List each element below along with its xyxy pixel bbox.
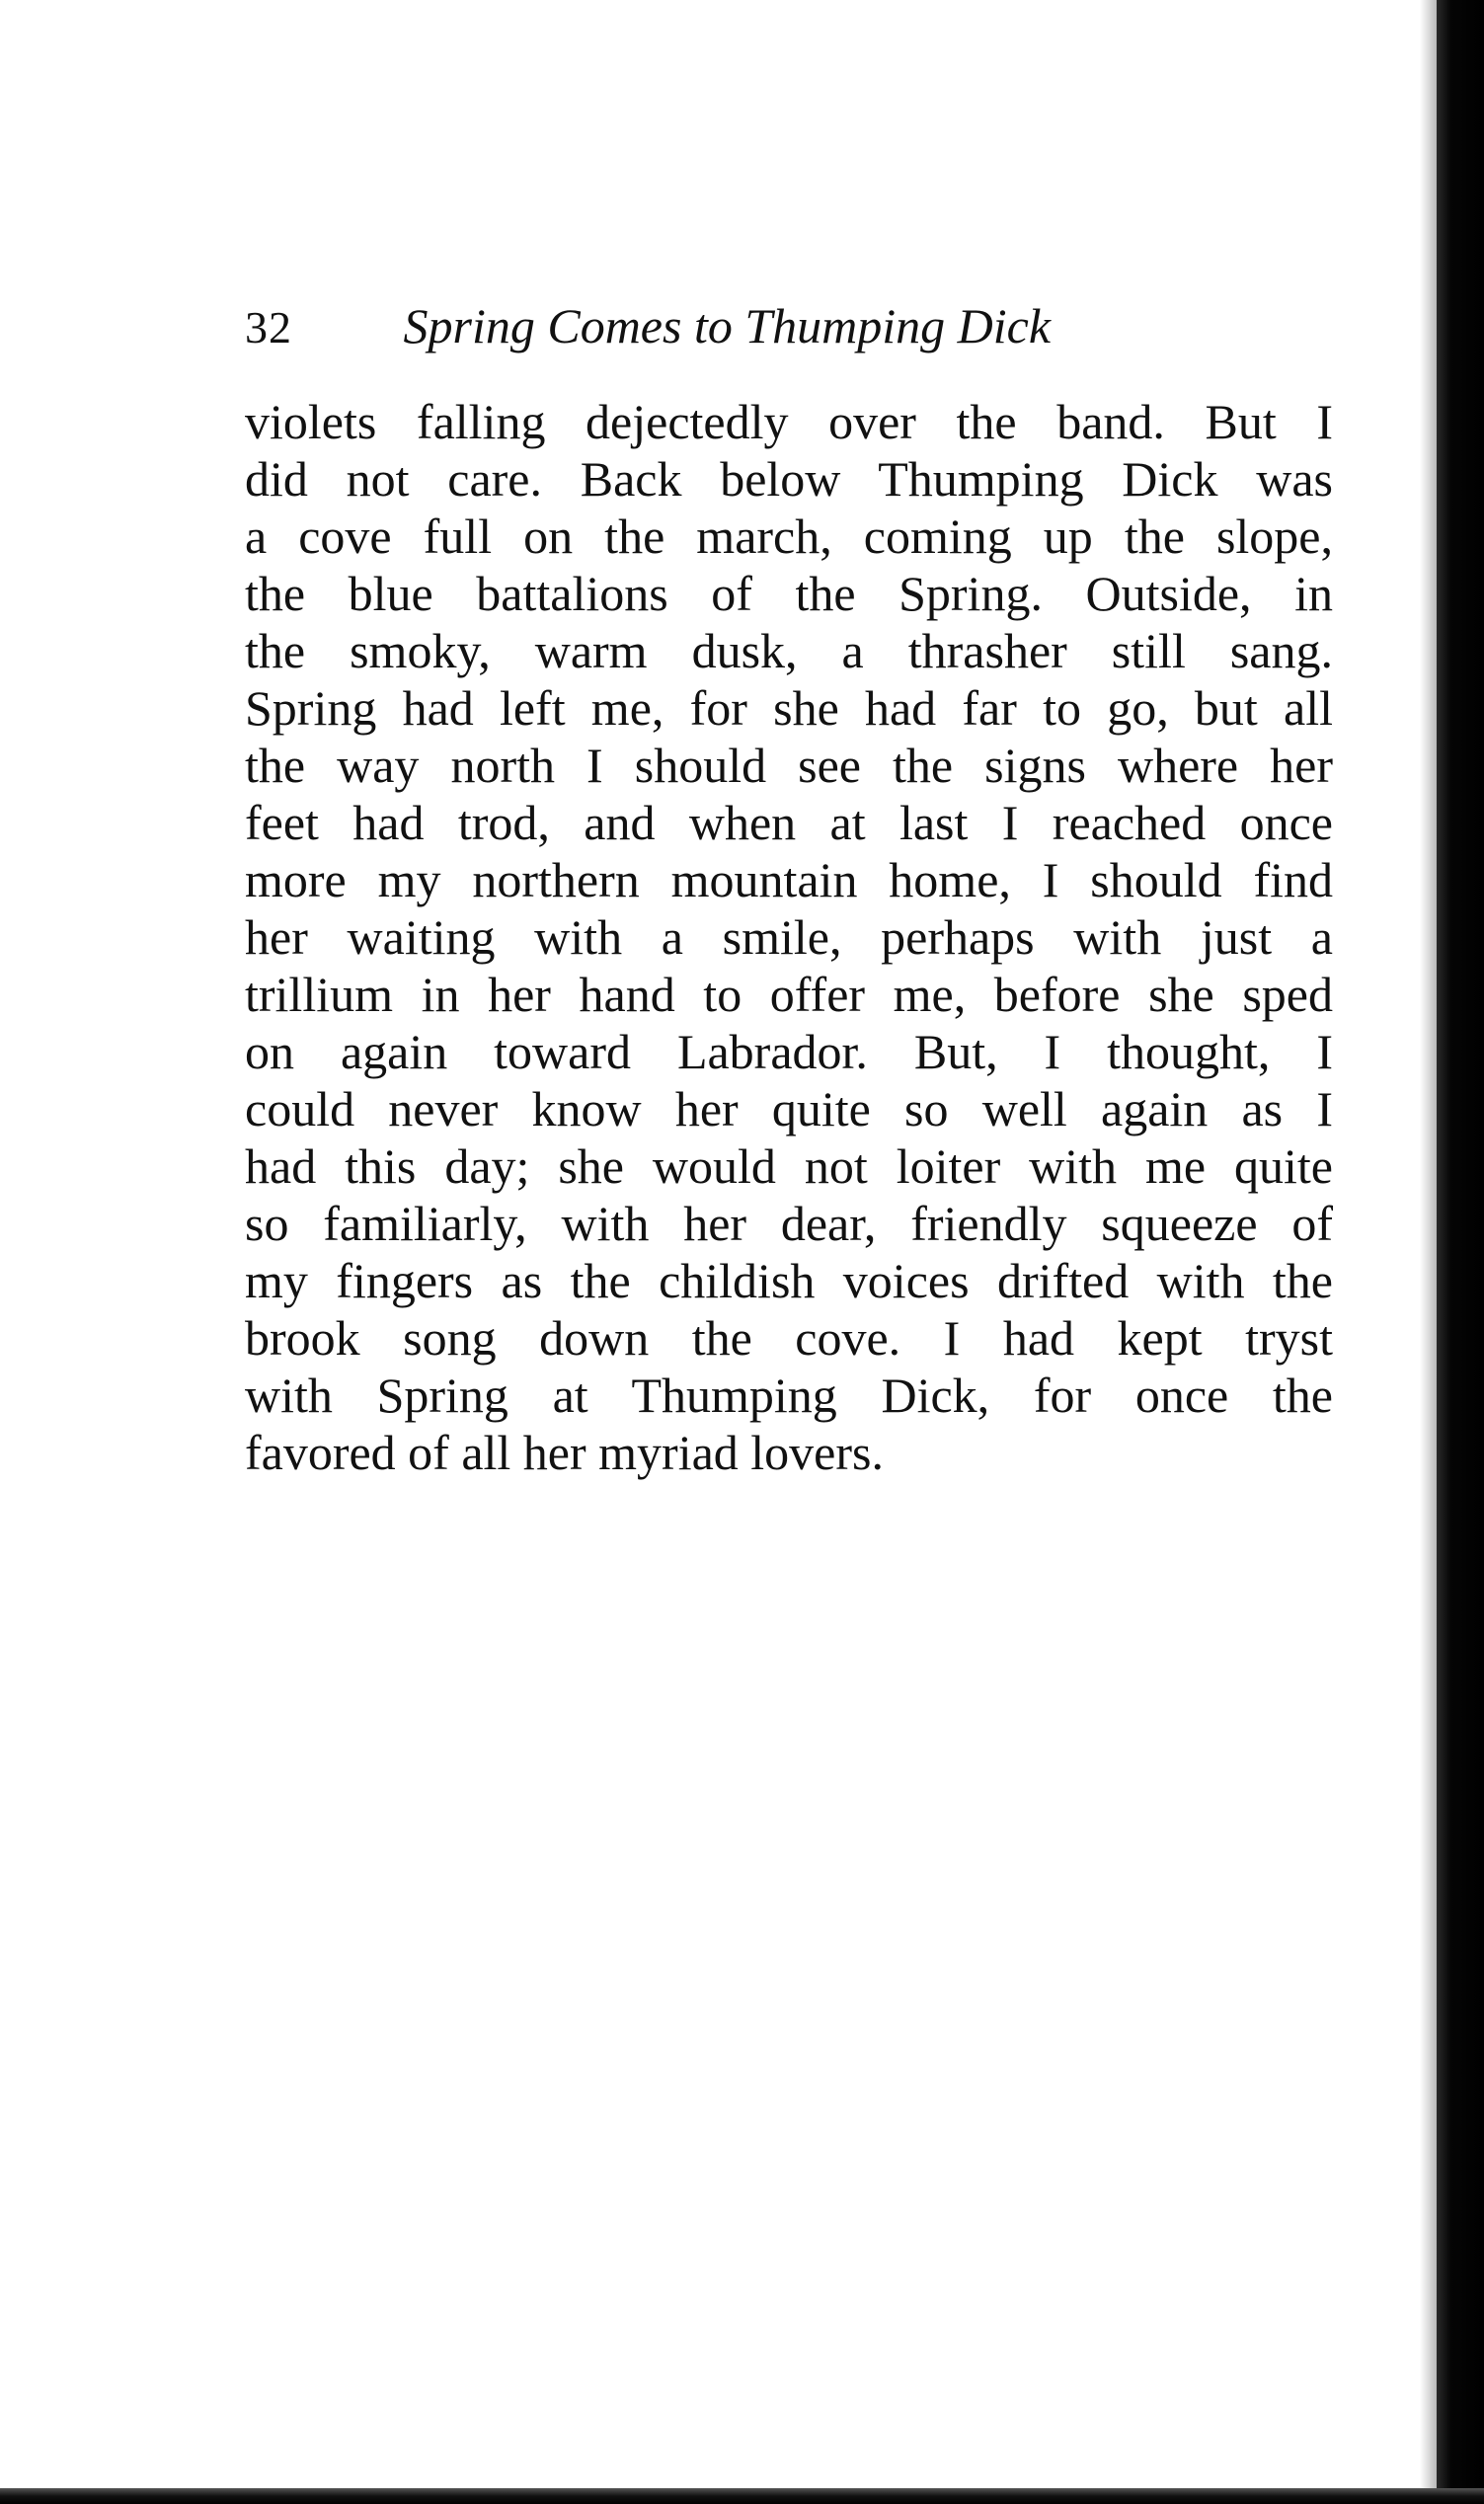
running-head — [245, 286, 1331, 365]
bottom-edge — [0, 2488, 1484, 2504]
text-line: trillium in her hand to offer me, before she sped — [245, 967, 1333, 1022]
text-line: my fingers as the childish voices drifted with the — [245, 1253, 1333, 1308]
text-line: with Spring at Thumping Dick, for once the — [245, 1368, 1333, 1423]
text-line: violets falling dejectedly over the band. But I — [245, 394, 1333, 449]
text-line: had this day; she would not loiter with me quite — [245, 1138, 1333, 1194]
text-line: on again toward Labrador. But, I thought, I — [245, 1024, 1333, 1079]
binding-edge — [1437, 0, 1484, 2504]
body-paragraph — [245, 393, 1333, 1481]
text-line: more my northern mountain home, I should find — [245, 852, 1333, 907]
text-line-last: favored of all her myriad lovers. — [245, 1425, 884, 1480]
text-line: Spring had left me, for she had far to go, but all — [245, 680, 1333, 736]
page-number: 32 — [245, 302, 292, 352]
text-line: the way north I should see the signs where her — [245, 738, 1333, 793]
text-line: brook song down the cove. I had kept tryst — [245, 1310, 1333, 1366]
text-line: so familiarly, with her dear, friendly squeeze of — [245, 1196, 1333, 1251]
text-line: could never know her quite so well again as I — [245, 1081, 1333, 1136]
text-line: her waiting with a smile, perhaps with just a — [245, 909, 1333, 965]
running-title: Spring Comes to Thumping Dick — [403, 298, 1052, 353]
text-line: a cove full on the march, coming up the slope, — [245, 509, 1333, 564]
text-line: the blue battalions of the Spring. Outside, in — [245, 566, 1333, 621]
text-line: did not care. Back below Thumping Dick was — [245, 451, 1333, 507]
text-line: the smoky, warm dusk, a thrasher still sang. — [245, 623, 1333, 678]
text-line: feet had trod, and when at last I reached once — [245, 795, 1333, 850]
